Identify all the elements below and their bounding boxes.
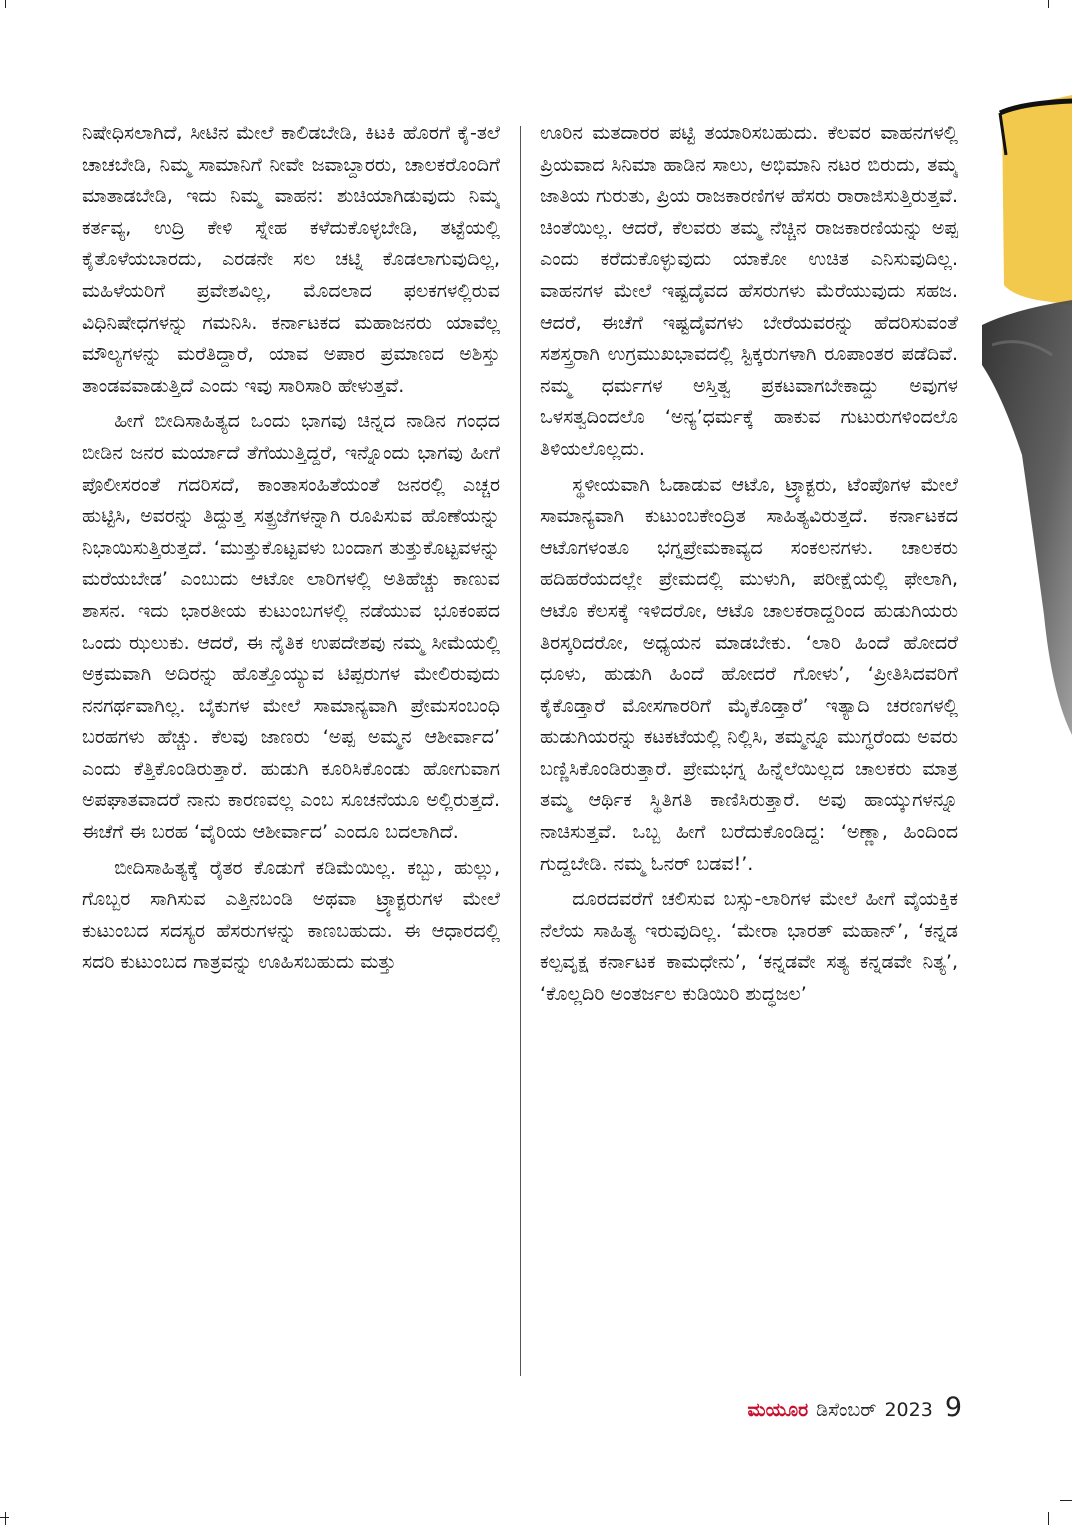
crop-mark (5, 0, 6, 8)
crop-mark (1060, 1500, 1072, 1501)
paragraph: ಬೀದಿಸಾಹಿತ್ಯಕ್ಕೆ ರೈತರ ಕೊಡುಗೆ ಕಡಿಮೆಯಿಲ್ಲ. ಕಬ್ಬು, ಹುಲ್ಲು, ಗೊಬ್ಬರ ಸಾಗಿಸುವ ಎತ್ತಿನಬಂಡಿ ಅಥವಾ ಟ್ರ್ಯಾಕ್ಟರುಗಳ ಮೇಲೆ ಕುಟುಂಬದ ಸದಸ್ಯರ ಹೆಸರುಗಳನ್ನು ಕಾಣಬಹುದು. ಈ ಆಧಾರದಲ್ಲಿ ಸದರಿ ಕುಟುಂಬದ ಗಾತ್ರವನ್ನು ಊಹಿಸಬಹುದು ಮತ್ತು (82, 856, 500, 974)
crop-mark (0, 1517, 9, 1518)
right-column (540, 118, 958, 1380)
column-divider (520, 126, 521, 1376)
issue-month: ಡಿಸೆಂಬರ್ (816, 1399, 877, 1421)
issue-year: 2023 (884, 1399, 933, 1421)
left-column (82, 118, 500, 1380)
paragraph: ನಿಷೇಧಿಸಲಾಗಿದೆ, ಸೀಟಿನ ಮೇಲೆ ಕಾಲಿಡಬೇಡಿ, ಕಿಟಕಿ ಹೊರಗೆ ಕೈ-ತಲೆ ಚಾಚಬೇಡಿ, ನಿಮ್ಮ ಸಾಮಾನಿಗೆ ನೀವೇ ಜವಾಬ್ದಾರರು, ಚಾಲಕರೊಂದಿಗೆ ಮಾತಾಡಬೇಡಿ, ಇದು ನಿಮ್ಮ ವಾಹನ: ಶುಚಿಯಾಗಿಡುವುದು ನಿಮ್ಮ ಕರ್ತವ್ಯ, ಉದ್ರಿ ಕೇಳಿ ಸ್ನೇಹ ಕಳೆದುಕೊಳ್ಳಬೇಡಿ, ತಟ್ಟೆಯಲ್ಲಿ ಕೈತೊಳೆಯಬಾರದು, ಎರಡನೇ ಸಲ ಚಟ್ನಿ ಕೊಡಲಾಗುವುದಿಲ್ಲ, ಮಹಿಳೆಯರಿಗೆ ಪ್ರವೇಶವಿಲ್ಲ, ಮೊದಲಾದ ಫಲಕಗಳಲ್ಲಿರುವ ವಿಧಿನಿಷೇಧಗಳನ್ನು ಗಮನಿಸಿ. ಕರ್ನಾಟಕದ ಮಹಾಜನರು ಯಾವೆಲ್ಲ ಮೌಲ್ಯಗಳನ್ನು ಮರೆತಿದ್ದಾರೆ, ಯಾವ ಅಪಾರ ಪ್ರಮಾಣದ ಅಶಿಸ್ತು ತಾಂಡವವಾಡುತ್ತಿದೆ ಎಂದು ಇವು ಸಾರಿಸಾರಿ ಹೇಳುತ್ತವೆ. (82, 122, 500, 397)
paragraph: ಹೀಗೆ ಬೀದಿಸಾಹಿತ್ಯದ ಒಂದು ಭಾಗವು ಚಿನ್ನದ ನಾಡಿನ ಗಂಧದ ಬೀಡಿನ ಜನರ ಮರ್ಯಾದೆ ತೆಗೆಯುತ್ತಿದ್ದರೆ, ಇನ್ನೊಂದು ಭಾಗವು ಹೀಗೆ ಪೊಲೀಸರಂತೆ ಗದರಿಸದೆ, ಕಾಂತಾಸಂಹಿತೆಯಂತೆ ಜನರಲ್ಲಿ ಎಚ್ಚರ ಹುಟ್ಟಿಸಿ, ಅವರನ್ನು ತಿದ್ದುತ್ತ ಸತ್ಪ್ರಜೆಗಳನ್ನಾಗಿ ರೂಪಿಸುವ ಹೊಣೆಯನ್ನು ನಿಭಾಯಿಸುತ್ತಿರುತ್ತದೆ. ‘ಮುತ್ತುಕೊಟ್ಟವಳು ಬಂದಾಗ ತುತ್ತುಕೊಟ್ಟವಳನ್ನು ಮರೆಯಬೇಡ’ ಎಂಬುದು ಆಟೋ ಲಾರಿಗಳಲ್ಲಿ ಅತಿಹೆಚ್ಚು ಕಾಣುವ ಶಾಸನ. ಇದು ಭಾರತೀಯ ಕುಟುಂಬಗಳಲ್ಲಿ ನಡೆಯುವ ಭೂಕಂಪದ ಒಂದು ಝಲುಕು. ಆದರೆ, ಈ ನೈತಿಕ ಉಪದೇಶವು ನಮ್ಮ ಸೀಮೆಯಲ್ಲಿ ಅಕ್ರಮವಾಗಿ ಅದಿರನ್ನು ಹೊತ್ತೊಯ್ಯುವ ಟಿಪ್ಪರುಗಳ ಮೇಲಿರುವುದು ನನಗರ್ಥವಾಗಿಲ್ಲ. ಬೈಕುಗಳ ಮೇಲೆ ಸಾಮಾನ್ಯವಾಗಿ ಪ್ರೇಮಸಂಬಂಧಿ ಬರಹಗಳು ಹೆಚ್ಚು. ಕೆಲವು ಜಾಣರು ‘ಅಪ್ಪ ಅಮ್ಮನ ಆಶೀರ್ವಾದ’ ಎಂದು ಕೆತ್ತಿಕೊಂಡಿರುತ್ತಾರೆ. ಹುಡುಗಿ ಕೂರಿಸಿಕೊಂಡು ಹೋಗುವಾಗ ಅಪಘಾತವಾದರೆ ನಾನು ಕಾರಣವಲ್ಲ ಎಂಬ ಸೂಚನೆಯೂ ಅಲ್ಲಿರುತ್ತದೆ. ಈಚೆಗೆ ಈ ಬರಹ ‘ವೈರಿಯ ಆಶೀರ್ವಾದ’ ಎಂದೂ ಬದಲಾಗಿದೆ. (82, 410, 500, 844)
article-body (82, 118, 972, 1388)
crop-mark (5, 1512, 6, 1525)
paragraph: ಸ್ಥಳೀಯವಾಗಿ ಓಡಾಡುವ ಆಟೊ, ಟ್ರ್ಯಾಕ್ಟರು, ಟೆಂಪೊಗಳ ಮೇಲೆ ಸಾಮಾನ್ಯವಾಗಿ ಕುಟುಂಬಕೇಂದ್ರಿತ ಸಾಹಿತ್ಯವಿರುತ್ತದೆ. ಕರ್ನಾಟಕದ ಆಟೊಗಳಂತೂ ಭಗ್ನಪ್ರೇಮಕಾವ್ಯದ ಸಂಕಲನಗಳು. ಚಾಲಕರು ಹದಿಹರೆಯದಲ್ಲೇ ಪ್ರೇಮದಲ್ಲಿ ಮುಳುಗಿ, ಪರೀಕ್ಷೆಯಲ್ಲಿ ಫೇಲಾಗಿ, ಆಟೊ ಕೆಲಸಕ್ಕೆ ಇಳಿದರೋ, ಆಟೊ ಚಾಲಕರಾದ್ದರಿಂದ ಹುಡುಗಿಯರು ತಿರಸ್ಕರಿದರೋ, ಅಧ್ಯಯನ ಮಾಡಬೇಕು. ‘ಲಾರಿ ಹಿಂದೆ ಹೋದರೆ ಧೂಳು, ಹುಡುಗಿ ಹಿಂದೆ ಹೋದರೆ ಗೋಳು’, ‘ಪ್ರೀತಿಸಿದವರಿಗೆ ಕೈಕೊಡ್ತಾರೆ ಮೋಸಗಾರರಿಗೆ ಮೈಕೊಡ್ತಾರೆ’ ಇತ್ಯಾದಿ ಚರಣಗಳಲ್ಲಿ ಹುಡುಗಿಯರನ್ನು ಕಟಕಟೆಯಲ್ಲಿ ನಿಲ್ಲಿಸಿ, ತಮ್ಮನ್ನೂ ಮುಗ್ಧರೆಂದು ಅವರು ಬಣ್ಣಿಸಿಕೊಂಡಿರುತ್ತಾರೆ. ಪ್ರೇಮಭಗ್ನ ಹಿನ್ನೆಲೆಯಿಲ್ಲದ ಚಾಲಕರು ಮಾತ್ರ ತಮ್ಮ ಆರ್ಥಿಕ ಸ್ಥಿತಿಗತಿ ಕಾಣಿಸಿರುತ್ತಾರೆ. ಅವು ಹಾಯ್ಕುಗಳನ್ನೂ ನಾಚಿಸುತ್ತವೆ. ಒಬ್ಬ ಹೀಗೆ ಬರೆದುಕೊಂಡಿದ್ದ: ‘ಅಣ್ಣಾ, ಹಿಂದಿಂದ ಗುದ್ದಬೇಡಿ. ನಮ್ಮ ಓನರ್ ಬಡವ!’. (540, 473, 958, 875)
page-footer (748, 1392, 962, 1428)
crop-mark (1048, 1512, 1049, 1525)
paragraph: ದೂರದವರೆಗೆ ಚಲಿಸುವ ಬಸ್ಸು-ಲಾರಿಗಳ ಮೇಲೆ ಹೀಗೆ ವೈಯಕ್ತಿಕ ನೆಲೆಯ ಸಾಹಿತ್ಯ ಇರುವುದಿಲ್ಲ. ‘ಮೇರಾ ಭಾರತ್ ಮಹಾನ್’, ‘ಕನ್ನಡ ಕಲ್ಪವೃಕ್ಷ ಕರ್ನಾಟಕ ಕಾಮಧೇನು’, ‘ಕನ್ನಡವೇ ಸತ್ಯ ಕನ್ನಡವೇ ನಿತ್ಯ’, ‘ಕೊಲ್ಲದಿರಿ ಅಂತರ್ಜಲ ಕುಡಿಯಿರಿ ಶುದ್ಧಜಲ’ (540, 888, 958, 1006)
paragraph: ಊರಿನ ಮತದಾರರ ಪಟ್ಟಿ ತಯಾರಿಸಬಹುದು. ಕೆಲವರ ವಾಹನಗಳಲ್ಲಿ ಪ್ರಿಯವಾದ ಸಿನಿಮಾ ಹಾಡಿನ ಸಾಲು, ಅಭಿಮಾನಿ ನಟರ ಬಿರುದು, ತಮ್ಮ ಜಾತಿಯ ಗುರುತು, ಪ್ರಿಯ ರಾಜಕಾರಣಿಗಳ ಹೆಸರು ರಾರಾಜಿಸುತ್ತಿರುತ್ತವೆ. ಚಿಂತೆಯಿಲ್ಲ. ಆದರೆ, ಕೆಲವರು ತಮ್ಮ ನೆಚ್ಚಿನ ರಾಜಕಾರಣಿಯನ್ನು ಅಪ್ಪ ಎಂದು ಕರೆದುಕೊಳ್ಳುವುದು ಯಾಕೋ ಉಚಿತ ಎನಿಸುವುದಿಲ್ಲ. ವಾಹನಗಳ ಮೇಲೆ ಇಷ್ಟದೈವದ ಹೆಸರುಗಳು ಮೆರೆಯುವುದು ಸಹಜ. ಆದರೆ, ಈಚೆಗೆ ಇಷ್ಟದೈವಗಳು ಬೇರೆಯವರನ್ನು ಹೆದರಿಸುವಂತೆ ಸಶಸ್ತ್ರರಾಗಿ ಉಗ್ರಮುಖಭಾವದಲ್ಲಿ ಸ್ಟಿಕ್ಕರುಗಳಾಗಿ ರೂಪಾಂತರ ಪಡೆದಿವೆ. ನಮ್ಮ ಧರ್ಮಗಳ ಅಸ್ತಿತ್ವ ಪ್ರಕಟವಾಗಬೇಕಾದ್ದು ಅವುಗಳ ಒಳಸತ್ವದಿಂದಲೊ ‘ಅನ್ಯ’ಧರ್ಮಕ್ಕೆ ಹಾಕುವ ಗುಟುರುಗಳಿಂದಲೊ ತಿಳಿಯಲೊಲ್ಲದು. (540, 122, 958, 460)
magazine-name: ಮಯೂರ (747, 1399, 809, 1421)
decorative-illustration (982, 95, 1072, 735)
crop-mark (1048, 0, 1049, 8)
page-number: 9 (944, 1392, 962, 1423)
